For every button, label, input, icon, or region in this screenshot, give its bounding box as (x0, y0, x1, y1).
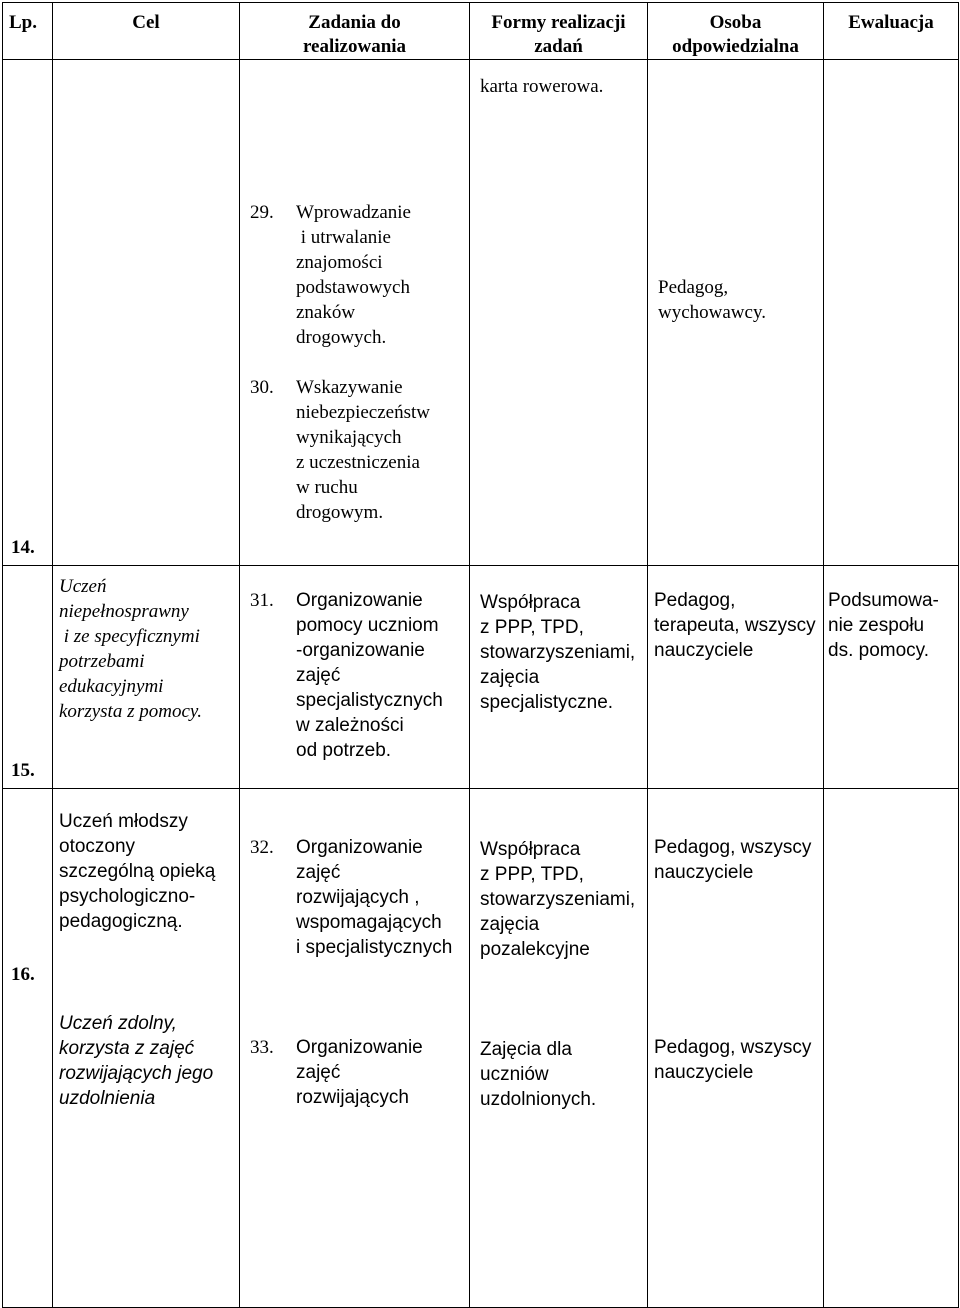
row16-cel-text-1: Uczeń młodszy otoczony szczególną opieką psychologiczno- pedagogiczną. (59, 811, 216, 932)
task-29-number: 29. (250, 202, 274, 223)
task-32-number: 32. (250, 837, 274, 858)
row16-formy-text-1: Współpraca z PPP, TPD, stowarzyszeniami, zajęcia pozalekcyjne (480, 839, 636, 960)
row14-lp-cell (3, 60, 53, 566)
row16-osoba-cell (648, 789, 824, 1308)
row15-formy-text: Współpraca z PPP, TPD, stowarzyszeniami, zajęcia specjalistyczne. (480, 592, 636, 713)
row16-lp: 16. (11, 964, 35, 985)
row15-zadania-cell (240, 566, 470, 789)
row16-ewaluacja-cell (824, 789, 959, 1308)
row16-osoba-text-2: Pedagog, wszyscy nauczyciele (654, 1037, 812, 1083)
header-formy: Formy realizacji zadań (470, 3, 648, 60)
task-30-number: 30. (250, 377, 274, 398)
row15-lp: 15. (11, 760, 35, 781)
row16-cel-cell (53, 789, 240, 1308)
task-31-number: 31. (250, 590, 274, 611)
row16-formy-text-2: Zajęcia dla uczniów uzdolnionych. (480, 1039, 597, 1110)
table-row-15 (3, 566, 959, 789)
task-32: 32. Organizowanie zajęć rozwijających , wspomagających i specjalistycznych (250, 837, 453, 958)
header-lp: Lp. (3, 3, 53, 60)
header-cel: Cel (53, 3, 240, 60)
task-33-number: 33. (250, 1037, 274, 1058)
row14-formy-text: karta rowerowa. (480, 76, 604, 97)
row15-osoba-text: Pedagog, terapeuta, wszyscy nauczyciele (654, 590, 816, 661)
row16-osoba-text-1: Pedagog, wszyscy nauczyciele (654, 837, 812, 883)
row15-ewaluacja-text: Podsumowa- nie zespołu ds. pomocy. (828, 590, 939, 661)
header-zadania: Zadania do realizowania (240, 3, 470, 60)
row14-lp: 14. (11, 537, 35, 558)
row15-formy-cell (470, 566, 648, 789)
row16-zadania-cell (240, 789, 470, 1308)
header-row (3, 3, 959, 60)
row14-zadania-cell (240, 60, 470, 566)
row14-osoba-cell (648, 60, 824, 566)
header-osoba: Osoba odpowiedzialna (648, 3, 824, 60)
row14-ewaluacja-cell (824, 60, 959, 566)
row15-cel-cell (53, 566, 240, 789)
table-row-14 (3, 60, 959, 566)
row15-lp-cell (3, 566, 53, 789)
task-30: 30. Wskazywanie niebezpieczeństw wynikających z uczestniczenia w ruchu drogowym. (250, 377, 430, 523)
header-ewaluacja: Ewaluacja (824, 3, 959, 60)
plan-table (2, 2, 959, 1308)
row15-cel-text: Uczeń niepełnosprawny i ze specyficznymi potrzebami edukacyjnymi korzysta z pomocy. (59, 576, 203, 722)
row16-lp-cell (3, 789, 53, 1308)
row14-cel-cell (53, 60, 240, 566)
table-row-16 (3, 789, 959, 1308)
row15-ewaluacja-cell (824, 566, 959, 789)
task-31: 31. Organizowanie pomocy uczniom -organizowanie zajęć specjalistycznych w zależności od potrzeb. (250, 590, 443, 761)
row14-formy-cell (470, 60, 648, 566)
task-33: 33. Organizowanie zajęć rozwijających (250, 1037, 423, 1108)
row16-formy-cell (470, 789, 648, 1308)
row16-cel-text-2: Uczeń zdolny, korzysta z zajęć rozwijających jego uzdolnienia (59, 1013, 214, 1109)
row14-osoba-text: Pedagog, wychowawcy. (658, 277, 766, 323)
row15-osoba-cell (648, 566, 824, 789)
task-29: 29. Wprowadzanie i utrwalanie znajomości podstawowych znaków drogowych. (250, 202, 411, 348)
